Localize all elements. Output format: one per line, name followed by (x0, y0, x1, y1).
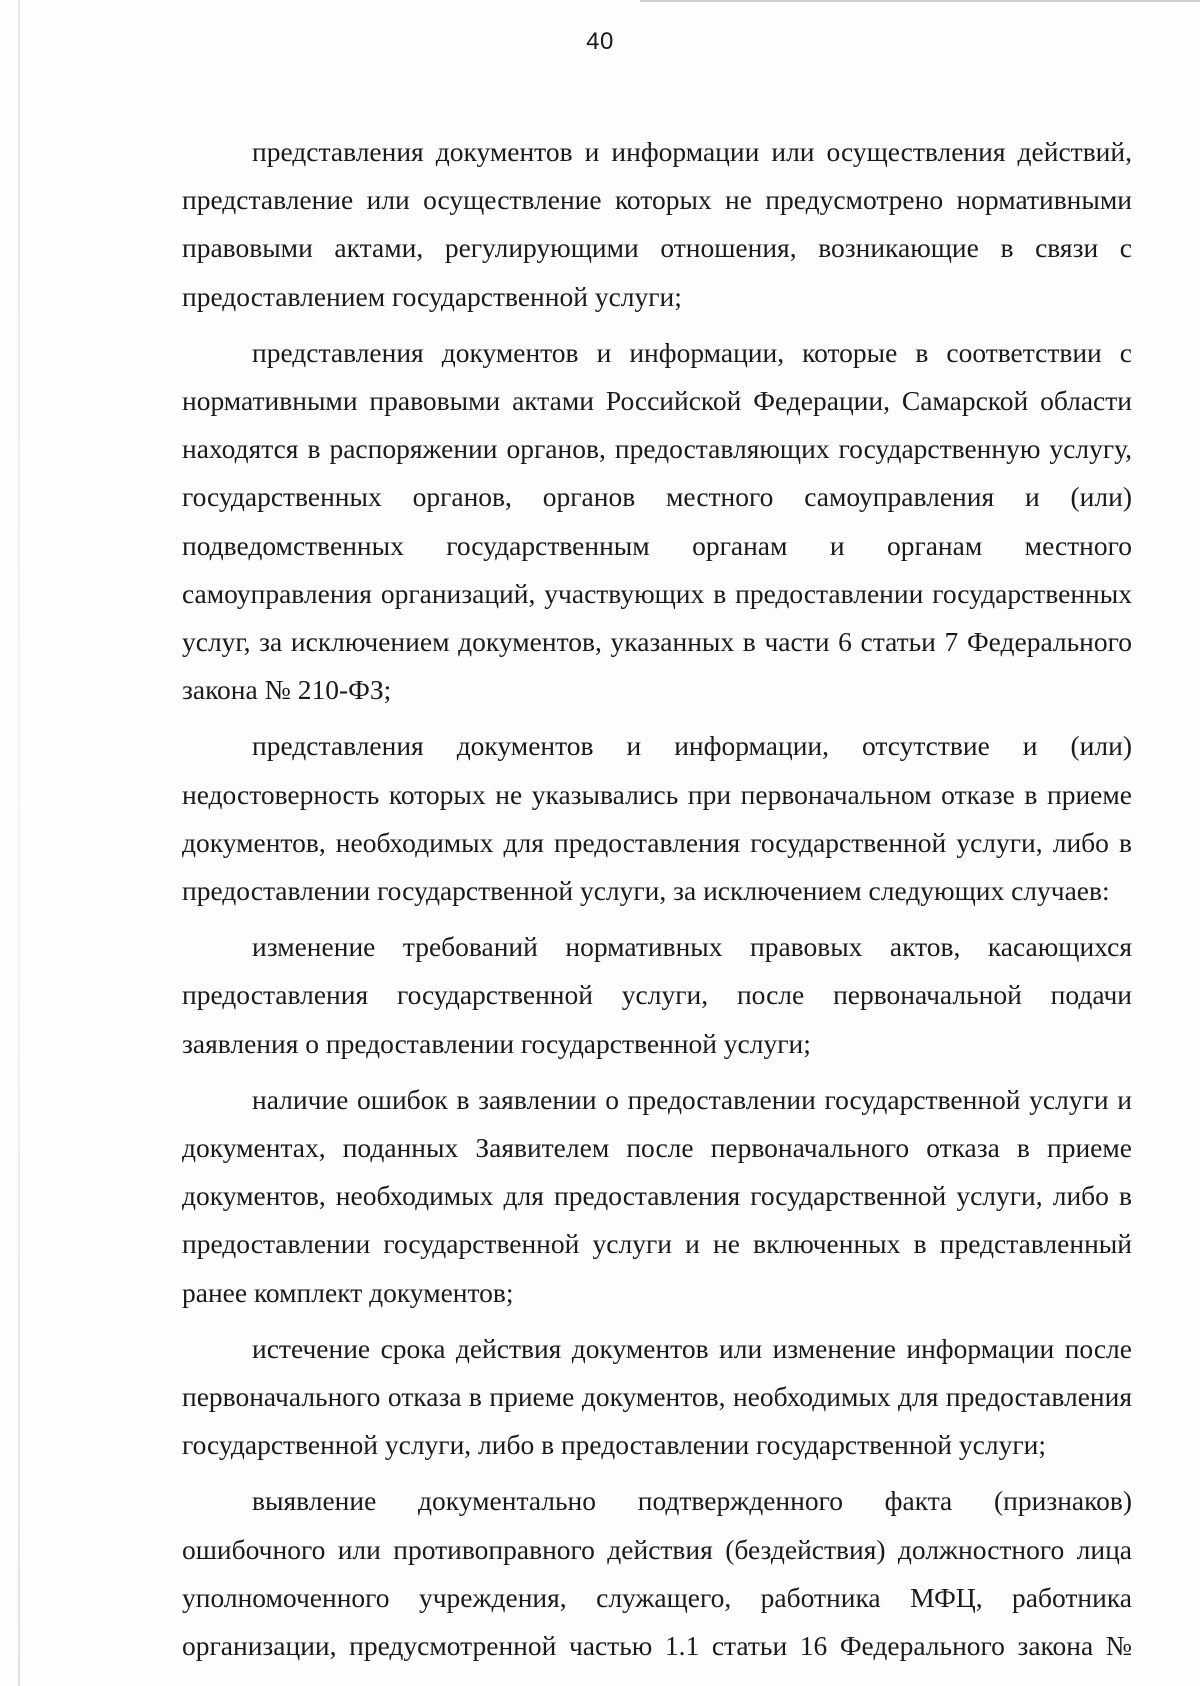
paragraph: истечение срока действия документов или изменение информации после первоначального отказа в приеме документов, необходимых для предоставления государственной услуги, либо в предоставлении государственной услуги; (182, 1332, 1132, 1461)
paragraph: представления документов и информации или осуществления действий, представление или осуществление которых не предусмотрено нормативными правовыми актами, регулирующими отношения, возникающие в связи с предоставлением государственной услуги; (182, 136, 1132, 312)
document-body (182, 128, 1132, 1678)
paragraph: представления документов и информации, которые в соответствии с нормативными правовыми актами Российской Федерации, Самарской области находятся в распоряжении органов, предоставляющих государственную услугу, государственных органов, органов местного самоуправления и (или) подведомственных государственным органам и органам местного самоуправления организаций, участвующих в предоставлении государственных услуг, за исключением документов, указанных в части 6 статьи 7 Федерального закона № 210-ФЗ; (182, 336, 1132, 706)
scan-edge-shadow (18, 0, 20, 1686)
top-rule-line (640, 0, 1200, 2)
paragraph: выявление документально подтвержденного факта (признаков) ошибочного или противоправного действия (бездействия) должностного лица уполномоченного учреждения, служащего, работника МФЦ, работника организации, предусмотренной частью 1.1 статьи 16 Федерального закона № (182, 1485, 1132, 1662)
paragraph: представления документов и информации, отсутствие и (или) недостоверность которых не указывались при первоначальном отказе в приеме документов, необходимых для предоставления государственной услуги, либо в предоставлении государственной услуги, за исключением следующих случаев: (182, 730, 1132, 907)
paragraph: изменение требований нормативных правовых актов, касающихся предоставления государственной услуги, после первоначальной подачи заявления о предоставлении государственной услуги; (182, 931, 1132, 1059)
page-number: 40 (586, 28, 614, 55)
paragraph: наличие ошибок в заявлении о предоставлении государственной услуги и документах, поданных Заявителем после первоначального отказа в приеме документов, необходимых для предоставления государственной услуги, либо в предоставлении государственной услуги и не включенных в представленный ранее комплект документов; (182, 1083, 1132, 1308)
